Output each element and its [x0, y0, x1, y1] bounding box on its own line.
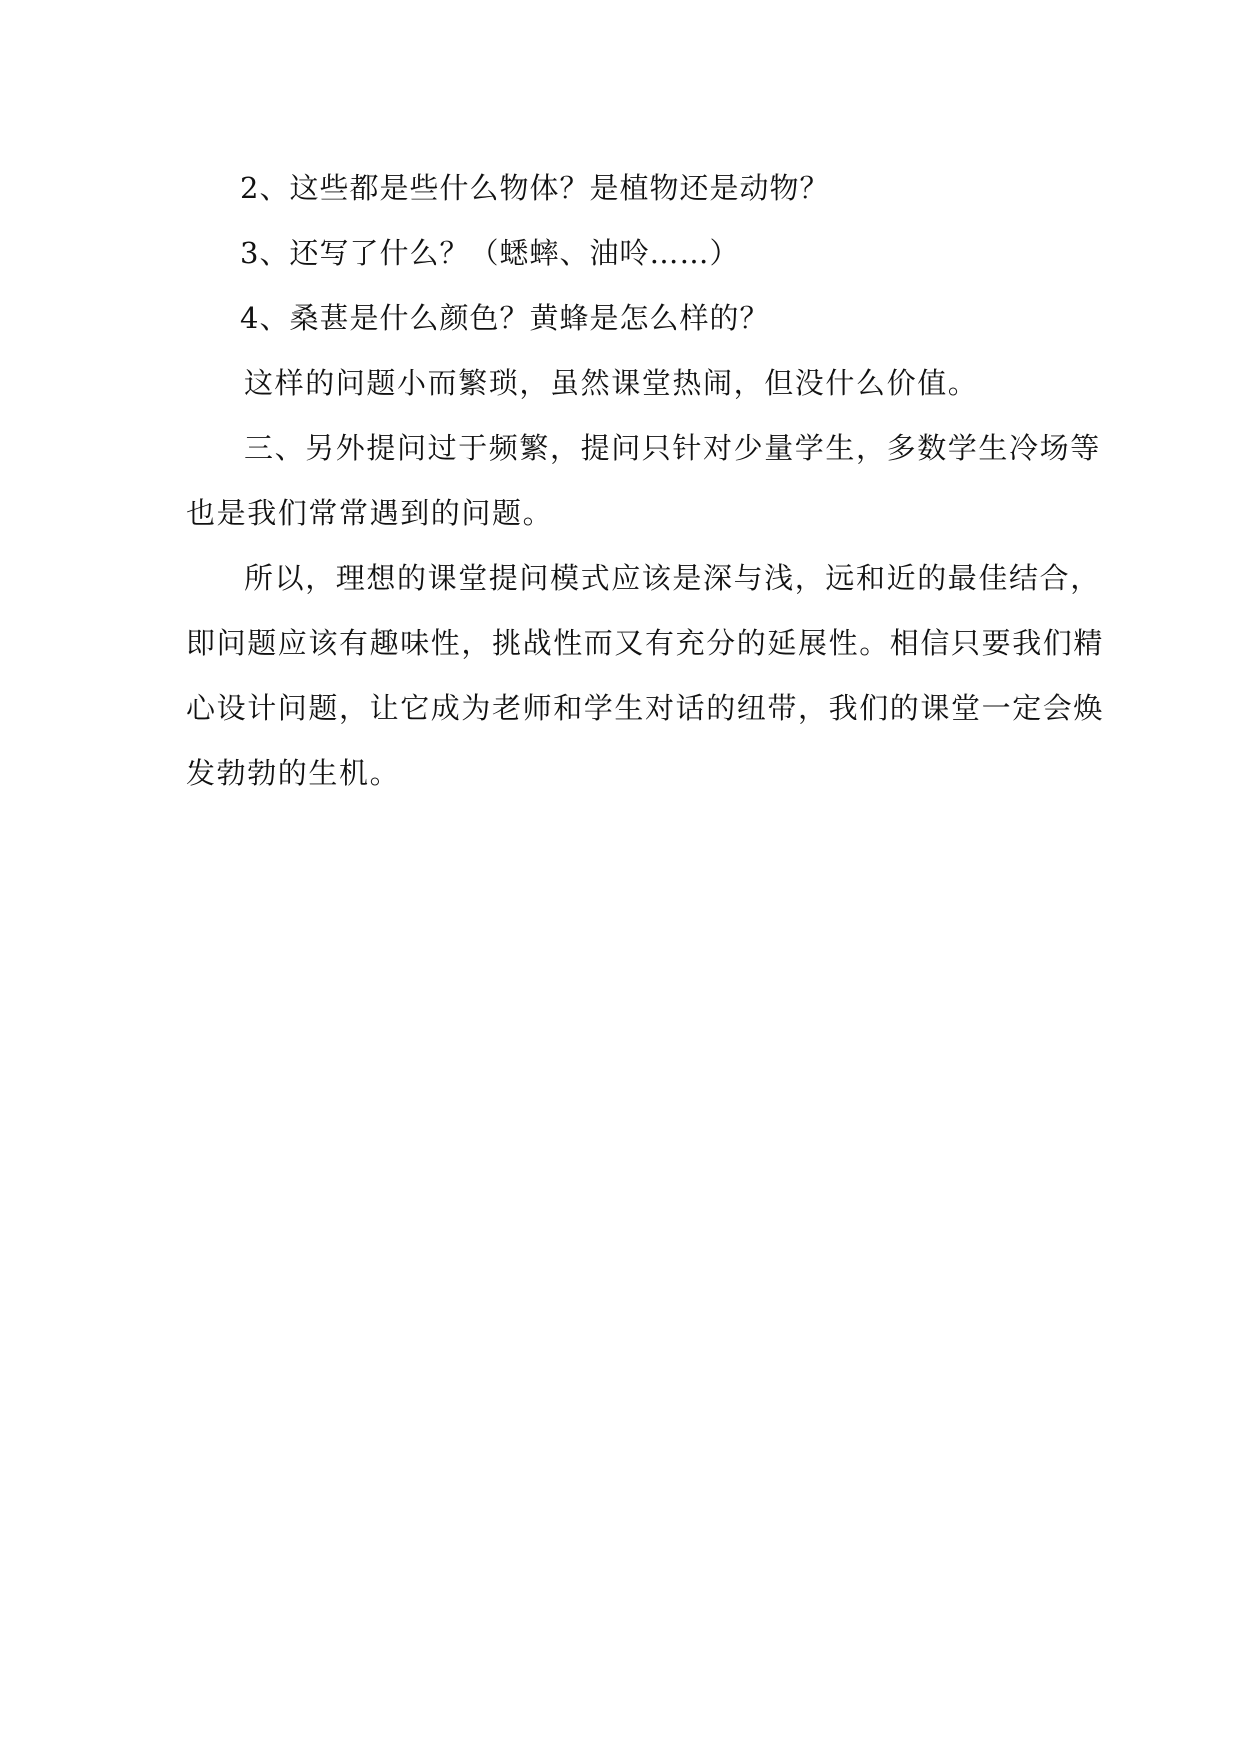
conclusion-line-4: 发勃勃的生机。: [186, 756, 401, 790]
conclusion-line-1: 所以，理想的课堂提问模式应该是深与浅，远和近的最佳结合，: [244, 561, 1101, 595]
conclusion-line-2: 即问题应该有趣味性，挑战性而又有充分的延展性。相信只要我们精: [186, 626, 1105, 660]
question-item-4: 4、桑葚是什么颜色？黄蜂是怎么样的？: [240, 301, 770, 335]
paragraph-three-line-2: 也是我们常常遇到的问题。: [186, 496, 554, 530]
question-item-2: 2、这些都是些什么物体？是植物还是动物？: [240, 171, 830, 205]
paragraph-comment: 这样的问题小而繁琐，虽然课堂热闹，但没什么价值。: [244, 366, 979, 400]
question-item-3: 3、还写了什么？（蟋蟀、油呤……）: [240, 236, 740, 270]
conclusion-line-3: 心设计问题，让它成为老师和学生对话的纽带，我们的课堂一定会焕: [186, 691, 1105, 725]
paragraph-three-line-1: 三、另外提问过于频繁，提问只针对少量学生，多数学生冷场等: [244, 431, 1101, 465]
